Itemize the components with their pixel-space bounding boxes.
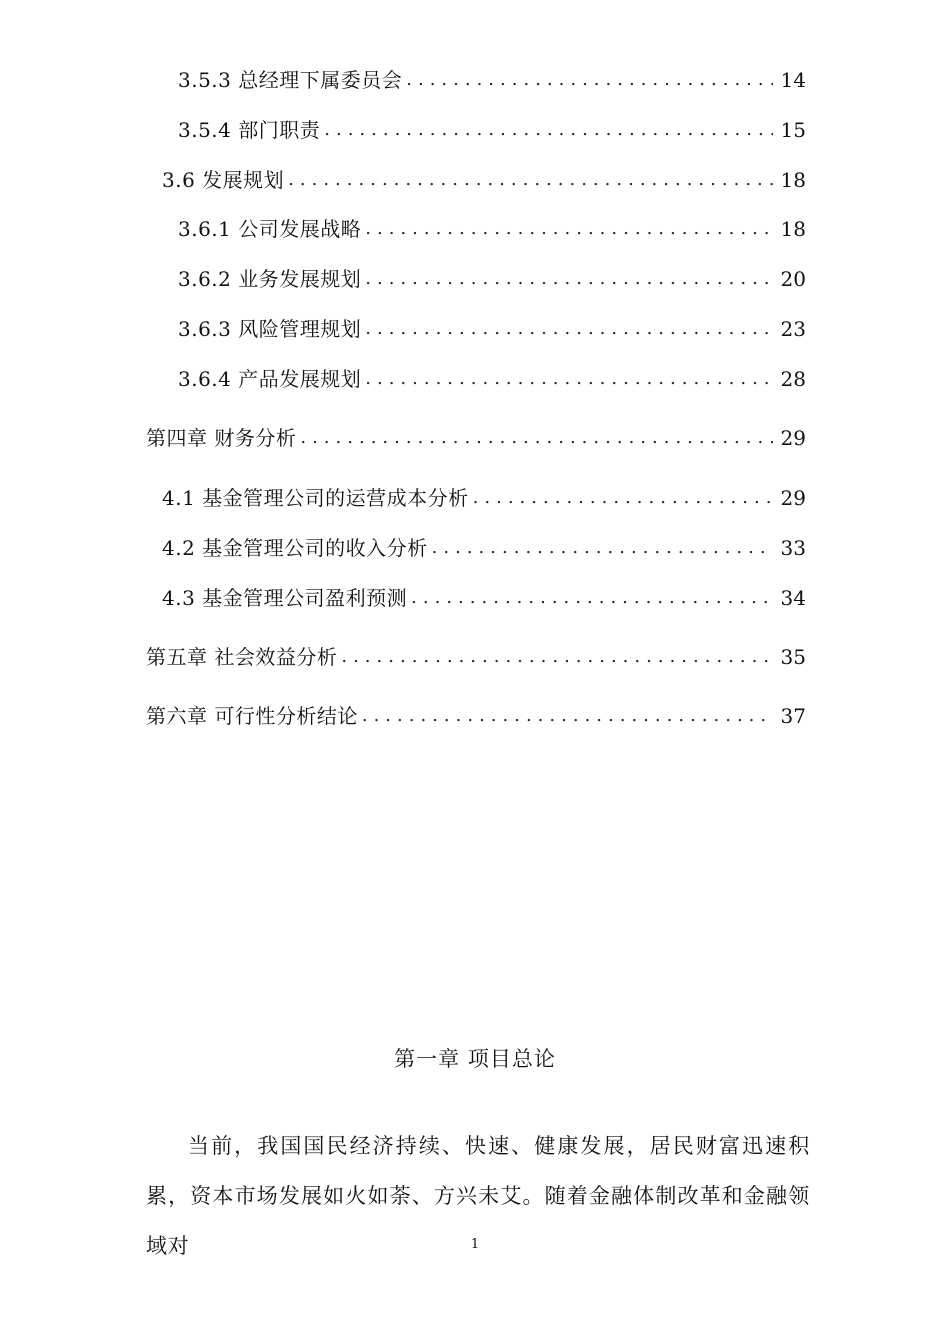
toc-entry-title: 4.1 基金管理公司的运营成本分析: [162, 486, 469, 510]
toc-dot-leader: [365, 214, 772, 244]
toc-entry-page: 28: [780, 367, 806, 391]
page-number: 1: [470, 1237, 480, 1252]
toc-entry-title: 4.2 基金管理公司的收入分析: [162, 536, 428, 560]
toc-entry-title: 第五章 社会效益分析: [146, 645, 338, 669]
toc-entry-title: 第六章 可行性分析结论: [146, 704, 358, 728]
toc-entry[interactable]: [162, 483, 806, 513]
toc-entry[interactable]: [178, 214, 806, 244]
toc-dot-leader: [288, 165, 772, 195]
toc-dot-leader: [300, 423, 772, 453]
toc-dot-leader: [362, 701, 773, 731]
toc-entry-page: 23: [780, 317, 806, 341]
toc-entry-page: 20: [780, 267, 806, 291]
toc-entry-page: 29: [780, 486, 806, 510]
toc-entry-title: 3.6.1 公司发展战略: [178, 217, 362, 241]
toc-dot-leader: [406, 65, 772, 95]
toc-entry-title: 3.6.4 产品发展规划: [178, 367, 362, 391]
toc-entry-title: 3.5.4 部门职责: [178, 118, 321, 142]
toc-entry-page: 29: [780, 426, 806, 450]
toc-entry-title: 第四章 财务分析: [146, 426, 297, 450]
toc-dot-leader: [432, 533, 773, 563]
toc-entry-page: 18: [780, 217, 806, 241]
toc-entry-page: 37: [780, 704, 806, 728]
toc-entry[interactable]: [178, 264, 806, 294]
toc-entry-page: 33: [780, 536, 806, 560]
toc-entry-page: 14: [780, 68, 806, 92]
toc-entry[interactable]: [178, 314, 806, 344]
toc-entry[interactable]: [146, 423, 806, 453]
toc-entry[interactable]: [146, 701, 806, 731]
toc-entry-title: 3.6.2 业务发展规划: [178, 267, 362, 291]
toc-entry-page: 35: [780, 645, 806, 669]
toc-entry-page: 34: [780, 586, 806, 610]
chapter-heading: 第一章 项目总论: [394, 1047, 556, 1071]
toc-dot-leader: [365, 264, 772, 294]
toc-entry[interactable]: [162, 165, 806, 195]
toc-entry-title: 3.6 发展规划: [162, 168, 285, 192]
toc-entry-title: 3.6.3 风险管理规划: [178, 317, 362, 341]
toc-dot-leader: [365, 314, 772, 344]
toc-entry-title: 3.5.3 总经理下属委员会: [178, 68, 403, 92]
toc-entry-page: 18: [780, 168, 806, 192]
toc-entry-title: 4.3 基金管理公司盈利预测: [162, 586, 408, 610]
toc-entry[interactable]: [178, 364, 806, 394]
toc-entry[interactable]: [146, 642, 806, 672]
toc-dot-leader: [411, 583, 772, 613]
toc-dot-leader: [365, 364, 772, 394]
toc-entry[interactable]: [162, 533, 806, 563]
toc-entry-page: 15: [780, 118, 806, 142]
toc-entry[interactable]: [162, 583, 806, 613]
toc-entry[interactable]: [178, 65, 806, 95]
toc-entry[interactable]: [178, 115, 806, 145]
body-paragraph: 当前，我国国民经济持续、快速、健康发展，居民财富迅速积累，资本市场发展如火如荼、方兴未艾。随着金融体制改革和金融领域对: [146, 1134, 810, 1258]
toc-dot-leader: [341, 642, 772, 672]
toc-dot-leader: [473, 483, 773, 513]
toc-dot-leader: [324, 115, 772, 145]
